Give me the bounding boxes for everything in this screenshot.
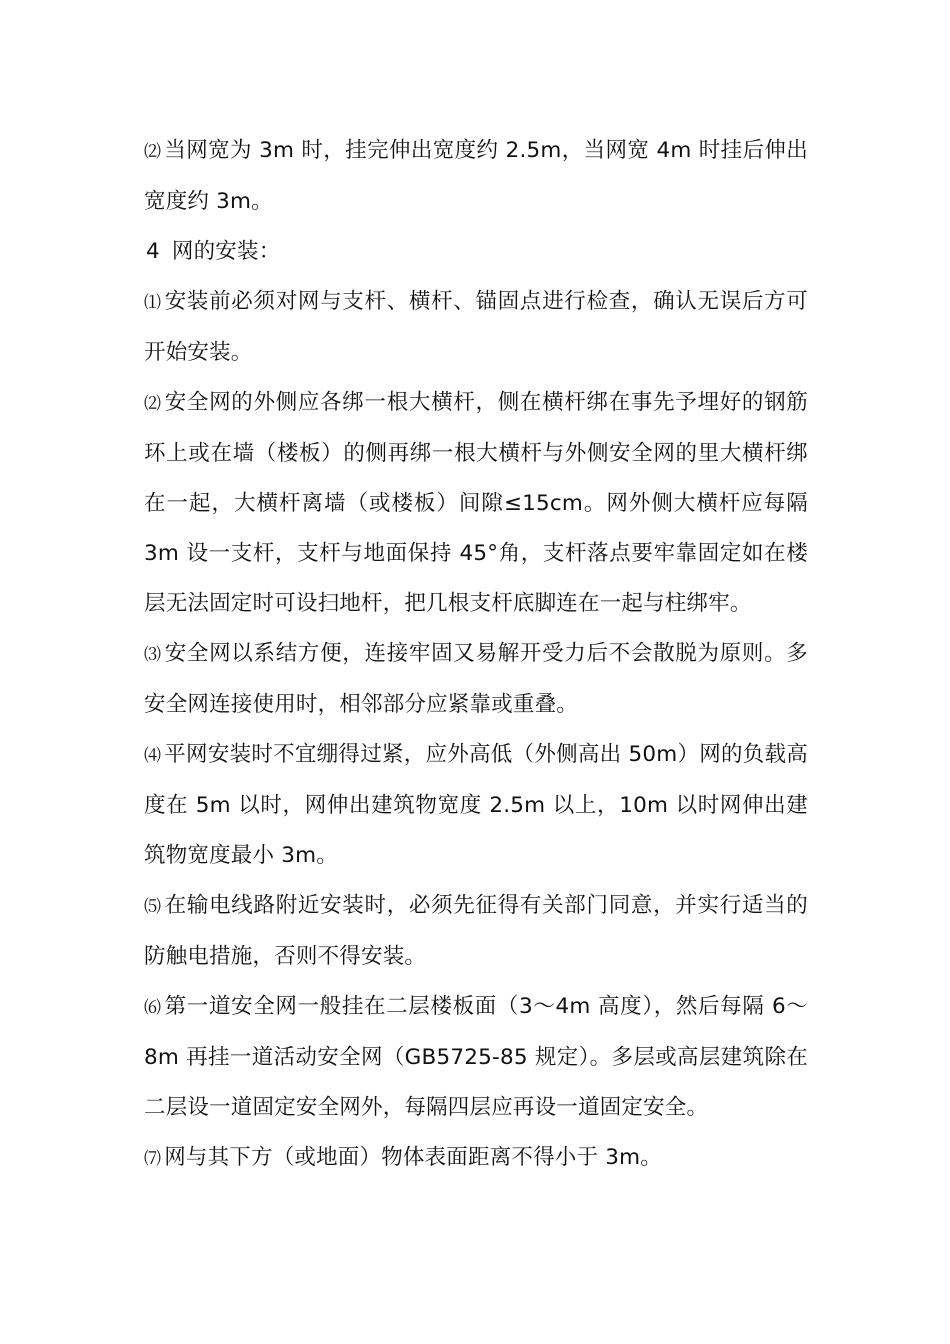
paragraph-text: 安全网以系结方便，连接牢固又易解开受力后不会散脱为原则。多安全网连接使用时，相邻部分应紧靠或重叠。 [144,641,808,717]
document-body [144,126,808,1184]
paragraph-5-power-lines [144,881,808,982]
paragraph-text: 第一道安全网一般挂在二层楼板面（3～4m 高度），然后每隔 6～8m 再挂一道活动安全网（GB5725-85 规定）。多层或高层建筑除在二层设一道固定安全网外，每隔四层应再设一道固定安全。 [144,994,808,1120]
item-marker: ⑹ [144,998,162,1018]
paragraph-text: 安全网的外侧应各绑一根大横杆，侧在横杆绑在事先予埋好的钢筋环上或在墙（楼板）的侧再绑一根大横杆与外侧安全网的里大横杆绑在一起，大横杆离墙（或楼板）间隙≤15cm。网外侧大横杆应每隔 3m 设一支杆，支杆与地面保持 45°角，支杆落点要牢靠固定如在楼层无法固定时可设扫地杆，把几根支杆底脚连在一起与柱绑牢。 [144,390,808,616]
item-marker: ⑷ [144,746,162,766]
item-marker: ⑵ [144,142,162,162]
paragraph-1-pre-check [144,277,808,378]
item-marker: ⑵ [144,394,162,414]
section-number: 4 [146,239,160,264]
paragraph-6-first-net [144,982,808,1133]
paragraph-text: 在输电线路附近安装时，必须先征得有关部门同意，并实行适当的防触电措施，否则不得安装。 [144,893,808,969]
item-marker: ⑸ [144,897,162,917]
paragraph-2-net-width [144,126,808,227]
paragraph-3-knotting [144,629,808,730]
section-heading-installation [144,227,808,277]
section-title: 网的安装： [171,239,281,264]
item-marker: ⑺ [144,1149,162,1169]
item-marker: ⑴ [144,293,162,313]
item-marker: ⑶ [144,645,162,665]
paragraph-7-clearance [144,1133,808,1184]
paragraph-4-flat-net [144,730,808,881]
paragraph-text: 当网宽为 3m 时，挂完伸出宽度约 2.5m，当网宽 4m 时挂后伸出宽度约 3m。 [144,138,808,214]
paragraph-text: 网与其下方（或地面）物体表面距离不得小于 3m。 [164,1145,662,1170]
paragraph-text: 平网安装时不宜绷得过紧，应外高低（外侧高出 50m）网的负载高度在 5m 以时，网伸出建筑物宽度 2.5m 以上，10m 以时网伸出建筑物宽度最小 3m。 [144,742,809,868]
paragraph-2-crossbar [144,378,808,629]
paragraph-text: 安装前必须对网与支杆、横杆、锚固点进行检查，确认无误后方可开始安装。 [144,289,808,365]
